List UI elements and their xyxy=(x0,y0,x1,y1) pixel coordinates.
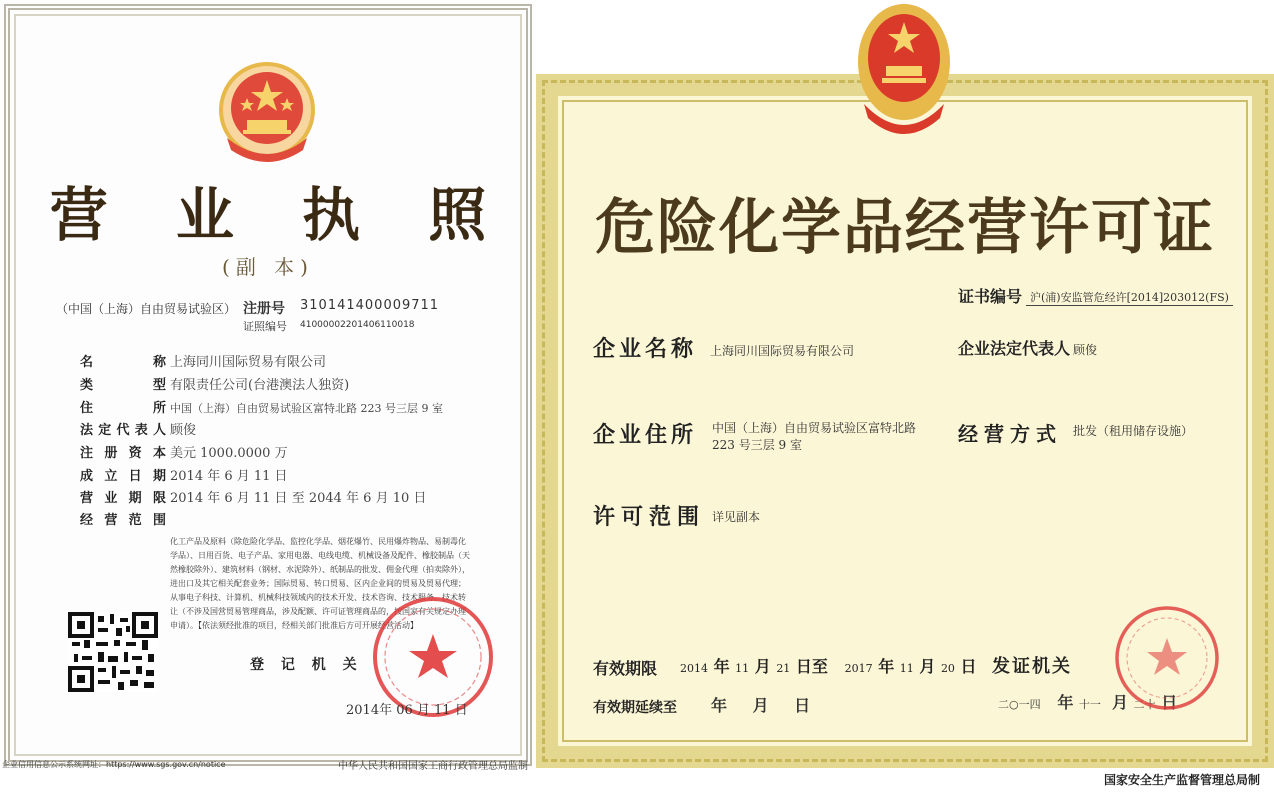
license-issue-date: 2014年 06 月 11 日 xyxy=(346,703,468,718)
permit-scope-label: 许可范围 xyxy=(593,505,706,530)
registration-number: 310141400009711 xyxy=(300,298,440,313)
cert-code-value: 沪(浦)安监管危经许[2014]203012(FS) xyxy=(1026,289,1233,306)
permit-title: 危险化学品经营许可证 xyxy=(595,193,1215,263)
field-value: 2014 年 6 月 11 日 xyxy=(170,469,288,484)
field-type xyxy=(80,374,349,393)
scope-text: 化工产品及原料（除危险化学品、监控化学品、烟花爆竹、民用爆炸物品、易制毒化学品）、日用百货、电子产品、家用电器、电线电缆、机械设备及配件、橡胶制品（天然橡胶除外）、建筑材料（钢材、水泥除外）、纸制品的批发、佣金代理（拍卖除外），进出口及其它相关配套业务；国际贸易、转口贸易、区内企业间的贸易及贸易代理；从事电子科技、计算机、机械科技领域内的技术开发、技术咨询、技术服务、技术转让（不涉及国营贸易管理商品，涉及配额、许可证管理商品的，按国家有关规定办理申请）。【依法须经批准的项目，经相关部门批准后方可开展经营活动】 xyxy=(170,537,470,630)
validity-label: 有效期限 xyxy=(593,659,658,678)
zone-label: （中国（上海）自由贸易试验区） xyxy=(56,302,237,316)
legal-rep-label: 企业法定代表人 xyxy=(958,339,1071,358)
field-established xyxy=(80,465,288,484)
registration-authority-label: 登 记 机 关 xyxy=(250,657,363,673)
valid-to-day: 20 xyxy=(940,662,955,675)
field-value: 2014 年 6 月 11 日 至 2044 年 6 月 10 日 xyxy=(170,491,427,506)
field-scope xyxy=(80,509,166,528)
field-label: 成立日期 xyxy=(80,469,166,484)
national-emblem-icon xyxy=(854,0,954,146)
field-capital xyxy=(80,442,288,461)
valid-from-year: 2014 xyxy=(680,662,708,675)
issuer-label: 发证机关 xyxy=(992,656,1072,677)
field-name xyxy=(80,351,326,370)
field-value: 中国（上海）自由贸易试验区富特北路 223 号三层 9 室 xyxy=(170,402,443,415)
legal-rep-value: 顾俊 xyxy=(1073,343,1098,357)
field-label: 类型 xyxy=(80,378,166,393)
issue-year: 二○一四 xyxy=(998,698,1041,711)
national-emblem-icon xyxy=(207,58,327,170)
issue-day: 二十 xyxy=(1133,698,1156,711)
field-label: 营业期限 xyxy=(80,491,166,506)
field-value: 美元 1000.0000 万 xyxy=(170,446,288,461)
enterprise-name-value: 上海同川国际贸易有限公司 xyxy=(710,344,855,358)
license-subtitle: (副 本) xyxy=(222,255,314,279)
extension-value: 年 月 日 xyxy=(711,696,811,715)
field-label: 名称 xyxy=(80,355,166,370)
enterprise-address-label: 企业住所 xyxy=(593,423,698,448)
registration-label: 注册号 xyxy=(243,301,285,317)
business-mode-value: 批发（租用储存设施） xyxy=(1073,424,1194,438)
field-address xyxy=(80,397,443,416)
license-title: 营 业 执 照 xyxy=(49,181,511,249)
field-label: 注册资本 xyxy=(80,446,166,461)
license-footer-url: 企业信用信息公示系统网址：https://www.sgs.gov.cn/notice xyxy=(2,760,226,769)
business-mode-label: 经营方式 xyxy=(958,422,1062,446)
validity-value: 2014 年 11 月 21 日至 2017 年 11 月 20 日 xyxy=(680,657,977,676)
permit-footer: 国家安全生产监督管理总局制 xyxy=(1104,773,1261,787)
field-label: 法定代表人 xyxy=(80,423,166,438)
field-value: 有限责任公司(台港澳法人独资) xyxy=(170,378,350,393)
field-term xyxy=(80,487,426,506)
qr-code-icon xyxy=(68,612,158,692)
field-label: 经营范围 xyxy=(80,513,166,528)
valid-to-year: 2017 xyxy=(844,662,873,675)
enterprise-name-label: 企业名称 xyxy=(593,337,698,362)
issue-month: 十一 xyxy=(1078,698,1101,711)
valid-to-month: 11 xyxy=(899,662,914,675)
official-seal-icon xyxy=(1112,598,1222,728)
license-footer-supervisor: 中华人民共和国国家工商行政管理总局监制 xyxy=(338,761,528,772)
field-legal-rep xyxy=(80,419,196,438)
valid-from-month: 11 xyxy=(735,662,750,675)
permit-scope-value: 详见副本 xyxy=(712,510,761,524)
enterprise-address-value: 中国（上海）自由贸易试验区富特北路 223 号三层 9 室 xyxy=(712,421,917,452)
extension-label: 有效期延续至 xyxy=(593,700,677,716)
field-value: 顾俊 xyxy=(170,423,197,438)
certificate-number: 41000002201406110018 xyxy=(300,320,415,330)
cert-code-label: 证书编号 xyxy=(958,287,1023,306)
field-label: 住所 xyxy=(80,401,166,416)
certificate-label: 证照编号 xyxy=(243,320,287,333)
field-value: 上海同川国际贸易有限公司 xyxy=(170,355,327,370)
valid-from-day: 21 xyxy=(776,662,791,675)
permit-issue-date: 二○一四 年 十一 月 二十 日 xyxy=(998,693,1178,712)
